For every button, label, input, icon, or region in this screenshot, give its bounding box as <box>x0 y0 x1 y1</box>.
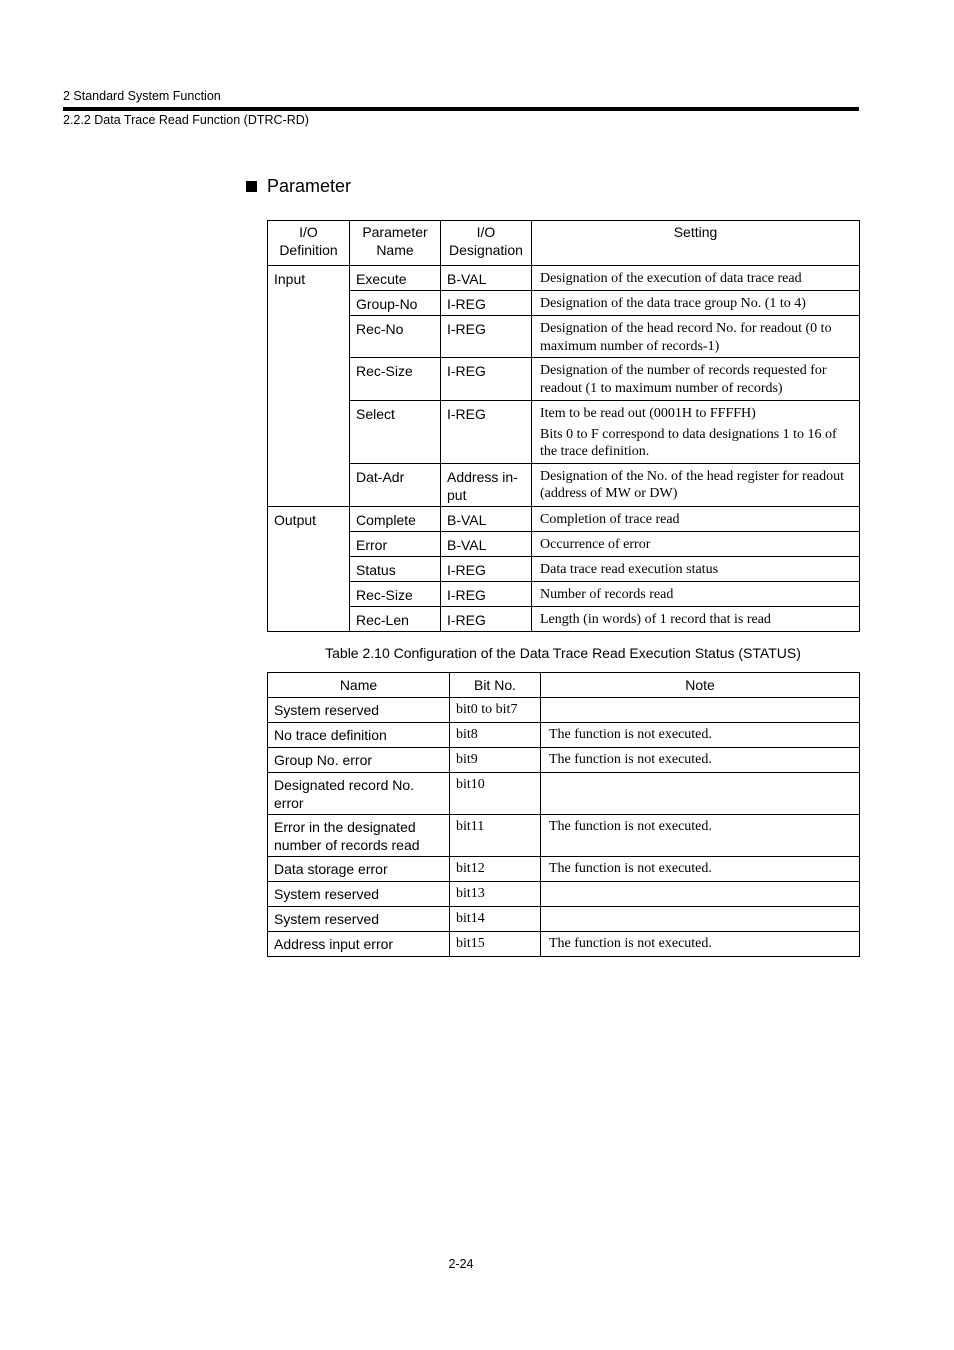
table-row <box>268 291 860 316</box>
status-note <box>541 882 860 907</box>
status-name: No trace definition <box>268 723 450 748</box>
status-name: Designated record No. error <box>268 773 450 815</box>
table-row <box>268 506 860 531</box>
parameter-name: Rec-Len <box>350 606 441 631</box>
bit-number: bit12 <box>450 857 541 882</box>
table-header-row <box>268 673 860 698</box>
table-row <box>268 581 860 606</box>
table-caption: Table 2.10 Configuration of the Data Trace Read Execution Status (STATUS) <box>325 645 801 661</box>
setting-text: Designation of the No. of the head register for readout (address of MW or DW) <box>532 463 860 506</box>
table-row <box>268 266 860 291</box>
parameter-name: Rec-No <box>350 316 441 358</box>
bit-number: bit0 to bit7 <box>450 698 541 723</box>
bit-number: bit8 <box>450 723 541 748</box>
parameter-name: Execute <box>350 266 441 291</box>
status-note <box>541 907 860 932</box>
table-row <box>268 358 860 401</box>
io-designation: I-REG <box>441 606 532 631</box>
status-name: Group No. error <box>268 748 450 773</box>
setting-text: Occurrence of error <box>532 531 860 556</box>
setting-text: Designation of the head record No. for readout (0 to maximum number of records-1) <box>532 316 860 358</box>
column-header-bit-no: Bit No. <box>450 673 541 698</box>
io-designation: I-REG <box>441 358 532 401</box>
table-row <box>268 773 860 815</box>
bit-number: bit11 <box>450 815 541 857</box>
setting-line: Bits 0 to F correspond to data designations 1 to 16 of the trace definition. <box>540 426 837 459</box>
bit-number: bit13 <box>450 882 541 907</box>
setting-text: Number of records read <box>532 581 860 606</box>
parameter-name: Status <box>350 556 441 581</box>
status-note: The function is not executed. <box>541 815 860 857</box>
column-header-setting: Setting <box>532 221 860 266</box>
status-note: The function is not executed. <box>541 857 860 882</box>
table-row <box>268 316 860 358</box>
status-note: The function is not executed. <box>541 748 860 773</box>
table-row <box>268 401 860 464</box>
status-name: Error in the designated number of records read <box>268 815 450 857</box>
table-row <box>268 556 860 581</box>
setting-line: Item to be read out (0001H to FFFFH) <box>540 406 756 421</box>
section-title: Parameter <box>267 176 352 196</box>
status-name: System reserved <box>268 882 450 907</box>
status-note: The function is not executed. <box>541 723 860 748</box>
table-row <box>268 932 860 957</box>
column-header-name: Name <box>268 673 450 698</box>
io-group-output: Output <box>268 506 350 631</box>
table-row <box>268 723 860 748</box>
table-row <box>268 748 860 773</box>
io-designation: I-REG <box>441 556 532 581</box>
table-row <box>268 698 860 723</box>
table-row <box>268 463 860 506</box>
table-row <box>268 606 860 631</box>
io-designation: I-REG <box>441 401 532 464</box>
status-table <box>267 672 860 957</box>
section-header: 2.2.2 Data Trace Read Function (DTRC-RD) <box>63 113 309 127</box>
column-header-io-designation: I/O Designation <box>441 221 532 266</box>
parameter-name: Group-No <box>350 291 441 316</box>
status-name: Address input error <box>268 932 450 957</box>
parameter-name: Rec-Size <box>350 581 441 606</box>
io-designation: I-REG <box>441 316 532 358</box>
page-number: 2-24 <box>448 1257 474 1271</box>
io-designation: B-VAL <box>441 506 532 531</box>
table-row <box>268 907 860 932</box>
parameter-name: Error <box>350 531 441 556</box>
square-bullet-icon <box>246 181 257 192</box>
column-header-io-definition: I/O Definition <box>268 221 350 266</box>
table-row <box>268 531 860 556</box>
parameter-name: Rec-Size <box>350 358 441 401</box>
setting-text: Data trace read execution status <box>532 556 860 581</box>
io-designation: B-VAL <box>441 531 532 556</box>
status-note: The function is not executed. <box>541 932 860 957</box>
table-header-row <box>268 221 860 266</box>
status-note <box>541 773 860 815</box>
header-rule <box>63 107 859 111</box>
table-row <box>268 882 860 907</box>
setting-text: Completion of trace read <box>532 506 860 531</box>
bit-number: bit15 <box>450 932 541 957</box>
column-header-parameter-name: Parameter Name <box>350 221 441 266</box>
parameter-name: Complete <box>350 506 441 531</box>
setting-text <box>532 401 860 464</box>
setting-text: Designation of the data trace group No. (1 to 4) <box>532 291 860 316</box>
table-row <box>268 857 860 882</box>
table-row <box>268 815 860 857</box>
io-designation: B-VAL <box>441 266 532 291</box>
status-name: System reserved <box>268 698 450 723</box>
status-name: System reserved <box>268 907 450 932</box>
bit-number: bit14 <box>450 907 541 932</box>
parameter-table <box>267 220 860 632</box>
parameter-name: Select <box>350 401 441 464</box>
column-header-note: Note <box>541 673 860 698</box>
chapter-header: 2 Standard System Function <box>63 89 221 103</box>
setting-text: Designation of the execution of data trace read <box>532 266 860 291</box>
io-group-input: Input <box>268 266 350 507</box>
setting-text: Designation of the number of records requested for readout (1 to maximum number of records) <box>532 358 860 401</box>
io-designation: I-REG <box>441 291 532 316</box>
bit-number: bit9 <box>450 748 541 773</box>
bit-number: bit10 <box>450 773 541 815</box>
io-designation: Address in-put <box>441 463 532 506</box>
parameter-name: Dat-Adr <box>350 463 441 506</box>
status-note <box>541 698 860 723</box>
section-heading <box>246 176 351 197</box>
io-designation: I-REG <box>441 581 532 606</box>
setting-text: Length (in words) of 1 record that is read <box>532 606 860 631</box>
status-name: Data storage error <box>268 857 450 882</box>
